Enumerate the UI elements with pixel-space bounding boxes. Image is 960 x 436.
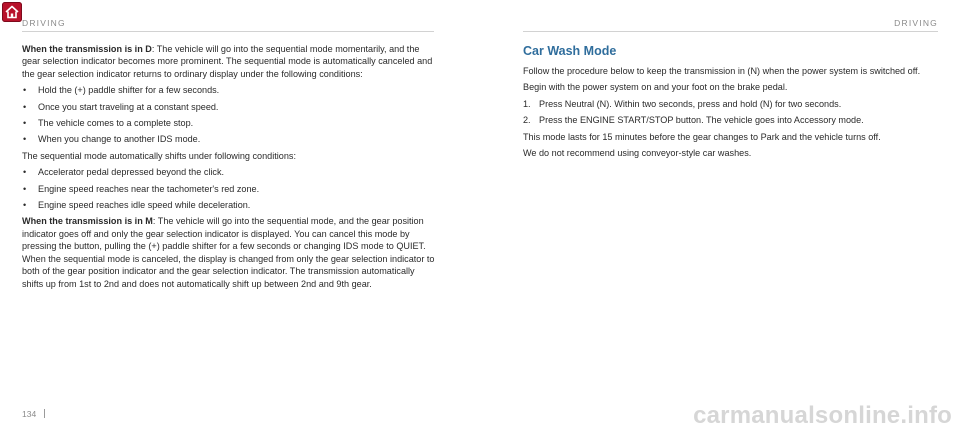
auto-shift-conditions-list xyxy=(22,166,436,211)
home-icon[interactable] xyxy=(2,2,22,22)
section-header-right: DRIVING xyxy=(894,18,938,28)
list-item: • Engine speed reaches idle speed while deceleration. xyxy=(22,199,436,211)
header-divider-right xyxy=(523,31,938,32)
section-header-left: DRIVING xyxy=(22,18,66,28)
car-wash-steps xyxy=(523,98,941,127)
list-item: • Once you start traveling at a constant speed. xyxy=(22,101,436,113)
car-wash-note: We do not recommend using conveyor-style car washes. xyxy=(523,148,752,159)
header-divider-left xyxy=(22,31,434,32)
left-column xyxy=(22,43,436,294)
list-item: • The vehicle comes to a complete stop. xyxy=(22,117,436,129)
transmission-d-lead: When the transmission is in D xyxy=(22,44,152,54)
right-column xyxy=(523,43,941,163)
step-number: 2. xyxy=(523,115,531,126)
page-number-separator xyxy=(44,409,45,418)
step-text: Press Neutral (N). Within two seconds, press and hold (N) for two seconds. xyxy=(539,98,842,109)
list-item xyxy=(523,98,941,110)
step-text: Press the ENGINE START/STOP button. The vehicle goes into Accessory mode. xyxy=(539,115,864,126)
list-item: • Engine speed reaches near the tachometer's red zone. xyxy=(22,183,436,195)
cancel-conditions-list xyxy=(22,84,436,146)
transmission-d-paragraph xyxy=(22,43,436,80)
transmission-d-text: : The vehicle will go into the sequential mode momentarily, and the gear selection indicator becomes more prominent. The sequential mode is automatically canceled and the gear selection indicator returns to ordinary display under the following conditions: xyxy=(22,44,433,79)
list-item: • Hold the (+) paddle shifter for a few seconds. xyxy=(22,84,436,96)
list-item xyxy=(523,114,941,126)
transmission-m-paragraph xyxy=(22,215,436,289)
list-item: • Accelerator pedal depressed beyond the click. xyxy=(22,166,436,178)
auto-shift-paragraph: The sequential mode automatically shifts under following conditions: xyxy=(22,150,296,161)
page-number xyxy=(22,409,45,419)
car-wash-intro: Follow the procedure below to keep the transmission in (N) when the power system is switched off. xyxy=(523,66,921,76)
page-number-text: 134 xyxy=(22,409,37,419)
list-item: • When you change to another IDS mode. xyxy=(22,133,436,145)
car-wash-mode-title: Car Wash Mode xyxy=(523,44,617,58)
watermark: carmanualsonline.info xyxy=(693,402,952,429)
car-wash-duration: This mode lasts for 15 minutes before the gear changes to Park and the vehicle turns off. xyxy=(523,131,881,142)
car-wash-prereq: Begin with the power system on and your foot on the brake pedal. xyxy=(523,82,788,93)
step-number: 1. xyxy=(523,98,531,109)
transmission-m-text: : The vehicle will go into the sequential mode, and the gear position indicator goes off and only the gear selection indicator is displayed. You can cancel this mode by pressing the button, pulling the (+) paddle shifter for a few seconds or changing IDS mode to QUIET. When the sequential mode is canceled, the display is changed from only the gear selection indicator to both of the gear position indicator and the gear selection indicator. The transmission automatically shifts up from 1st to 2nd and does not automatically shift up between 2nd and 9th gear. xyxy=(22,216,435,289)
transmission-m-lead: When the transmission is in M xyxy=(22,216,153,227)
